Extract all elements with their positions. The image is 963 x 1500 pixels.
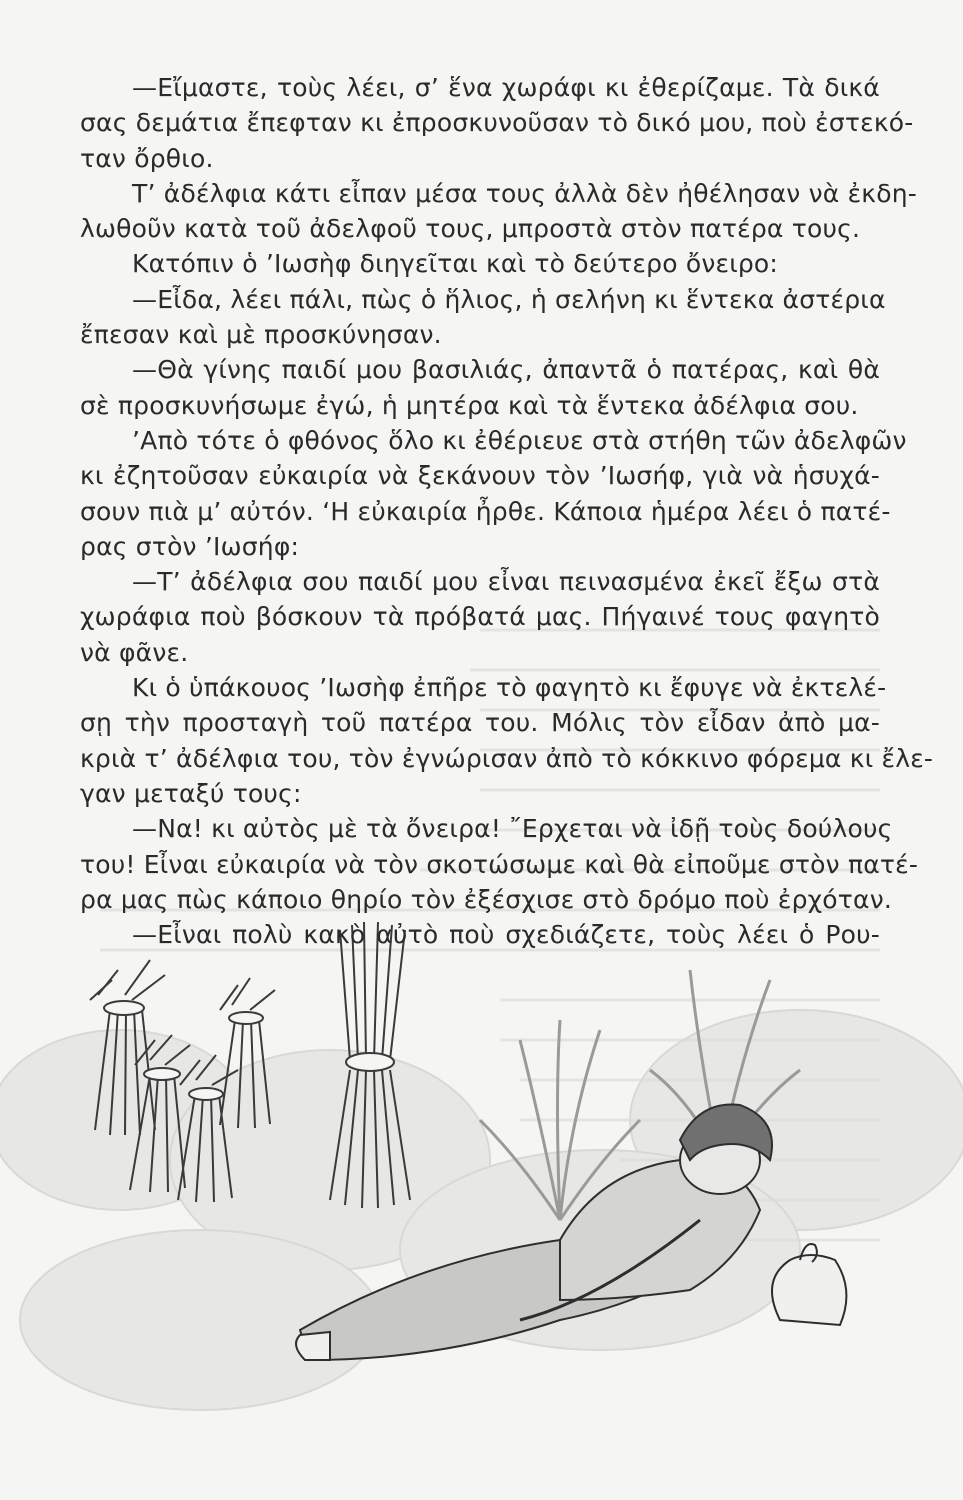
- text-line: νὰ φᾶνε.: [80, 637, 189, 667]
- text-line: ταν ὄρθιο.: [80, 143, 214, 173]
- text-line: του! Εἶναι εὐκαιρία νὰ τὸν σκοτώσωμε καὶ θὰ εἰποῦμε στὸν πατέ-: [80, 849, 919, 879]
- background-scenery: [0, 1010, 963, 1410]
- text-line: ’Απὸ τότε ὁ φθόνος ὅλο κι ἐθέριευε στὰ στήθη τῶν ἀδελφῶν: [132, 425, 907, 455]
- text-line: —Θὰ γίνης παιδί μου βασιλιάς, ἀπαντᾶ ὁ πατέρας, καὶ θὰ: [132, 355, 880, 385]
- text-line: ρα μας πὼς κάποιο θηρίο τὸν ἐξέσχισε στὸ δρόμο ποὺ ἐρχόταν.: [80, 884, 893, 914]
- text-line: σας δεμάτια ἔπεφταν κι ἐπροσκυνοῦσαν τὸ δικό μου, ποὺ ἐστεκό-: [80, 108, 914, 138]
- text-line: —Τ’ ἀδέλφια σου παιδί μου εἶναι πεινασμένα ἐκεῖ ἔξω στὰ: [132, 567, 880, 597]
- text-line: ἔπεσαν καὶ μὲ προσκύνησαν.: [80, 320, 442, 350]
- text-line: σὲ προσκυνήσωμε ἐγώ, ἡ μητέρα καὶ τὰ ἕντεκα ἀδέλφια σου.: [80, 390, 859, 420]
- text-line: κριὰ τ’ ἀδέλφια του, τὸν ἐγνώρισαν ἀπὸ τὸ κόκκινο φόρεμα κι ἔλε-: [80, 743, 934, 773]
- text-line: Τ’ ἀδέλφια κάτι εἶπαν μέσα τους ἀλλὰ δὲν ἠθέλησαν νὰ ἐκδη-: [132, 178, 917, 208]
- text-line: —Εἶδα, λέει πάλι, πὼς ὁ ἥλιος, ἡ σελήνη κι ἕντεκα ἀστέρια: [132, 284, 886, 314]
- text-line: χωράφια ποὺ βόσκουν τὰ πρόβατά μας. Πήγαινέ τους φαγητὸ: [80, 602, 880, 632]
- text-line: σῃ τὴν προσταγὴ τοῦ πατέρα του. Μόλις τὸν εἶδαν ἀπὸ μα-: [80, 708, 880, 738]
- text-line: λωθοῦν κατὰ τοῦ ἀδελφοῦ τους, μπροστὰ στὸν πατέρα τους.: [80, 214, 861, 244]
- text-line: Κι ὁ ὑπάκουος ’Ιωσὴφ ἐπῆρε τὸ φαγητὸ κι ἔφυγε νὰ ἐκτελέ-: [132, 673, 887, 703]
- text-line: κι ἐζητοῦσαν εὐκαιρία νὰ ξεκάνουν τὸν ’Ιωσήφ, γιὰ νὰ ἡσυχά-: [80, 461, 880, 491]
- text-line: γαν μεταξύ τους:: [80, 778, 302, 808]
- text-line: —Να! κι αὐτὸς μὲ τὰ ὄνειρα! ῎Ερχεται νὰ ἰδῇ τοὺς δούλους: [132, 814, 893, 844]
- text-line: σουν πιὰ μ’ αὐτόν. ‘Η εὐκαιρία ἦρθε. Κάποια ἡμέρα λέει ὁ πατέ-: [80, 496, 891, 526]
- page-text: [80, 70, 934, 952]
- text-line: Κατόπιν ὁ ’Ιωσὴφ διηγεῖται καὶ τὸ δεύτερο ὄνειρο:: [132, 249, 779, 279]
- text-line: —Εἶναι πολὺ κακὸ αὐτὸ ποὺ σχεδιάζετε, τοὺς λέει ὁ Ρου-: [132, 920, 880, 950]
- text-line: ρας στὸν ’Ιωσήφ:: [80, 531, 300, 561]
- text-line: —Εἴμαστε, τοὺς λέει, σ’ ἕνα χωράφι κι ἐθερίζαμε. Τὰ δικά: [132, 73, 880, 102]
